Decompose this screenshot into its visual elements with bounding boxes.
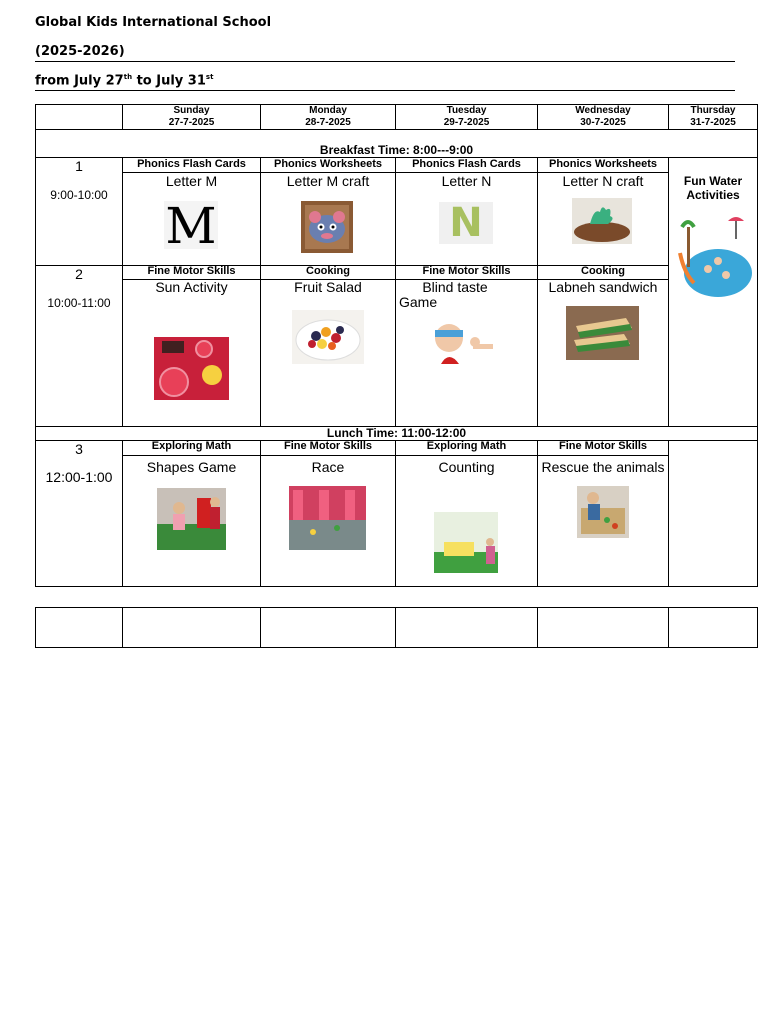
- shapes-game-image: [157, 488, 226, 550]
- race-image: [289, 486, 366, 550]
- fruit-salad-image: [292, 310, 364, 364]
- subject-label: Phonics Flash Cards: [137, 158, 246, 170]
- sun-activity-image: [154, 337, 229, 400]
- activity-label: Rescue the animals: [541, 459, 665, 475]
- day-header-wednesday: Wednesday 30-7-2025: [575, 105, 631, 128]
- period-cell: [35, 440, 123, 587]
- day-header-sunday: Sunday 27-7-2025: [168, 105, 215, 128]
- day-header-monday: Monday 28-7-2025: [305, 105, 351, 128]
- empty-cell: [260, 607, 396, 648]
- header-divider: [35, 61, 735, 62]
- subject-label: Exploring Math: [426, 440, 507, 452]
- letter-m-card: M: [165, 201, 217, 249]
- activity-label: Letter M: [165, 173, 218, 189]
- letter-n-card: N: [439, 202, 493, 244]
- subject-label: Fine Motor Skills: [147, 265, 236, 277]
- subject-label: Phonics Worksheets: [549, 158, 657, 170]
- counting-image: [434, 512, 498, 573]
- table-corner-cell: [35, 104, 123, 130]
- day-header-thursday: Thursday 31-7-2025: [690, 105, 736, 128]
- activity-label: Race: [311, 459, 345, 475]
- blind-taste-game-image: [419, 310, 500, 364]
- activity-label: Blind taste: [422, 279, 488, 295]
- period-time: 12:00-1:00: [45, 469, 113, 485]
- activity-label: Labneh sandwich: [548, 279, 658, 295]
- period-number: 1: [75, 158, 83, 174]
- subject-label: Fine Motor Skills: [422, 265, 511, 277]
- subject-label: Cooking: [581, 265, 625, 277]
- period-time: 9:00-10:00: [50, 188, 108, 202]
- day-header-tuesday: Tuesday 29-7-2025: [443, 105, 490, 128]
- subject-label: Phonics Flash Cards: [412, 158, 521, 170]
- rescue-the-animals-image: [577, 486, 629, 538]
- activity-label: Game: [399, 294, 438, 310]
- empty-cell: [35, 607, 123, 648]
- activity-label: Letter N: [441, 173, 492, 189]
- subject-label: Exploring Math: [151, 440, 232, 452]
- header-divider: [35, 90, 735, 91]
- lunch-time: Lunch Time: 11:00-12:00: [326, 426, 467, 440]
- period-number: 3: [75, 441, 83, 457]
- empty-cell: [668, 440, 758, 587]
- letter-m-craft-image: [301, 201, 353, 253]
- subject-label: Fine Motor Skills: [558, 440, 647, 452]
- breakfast-time: Breakfast Time: 8:00---9:00: [319, 143, 474, 157]
- subject-label: Cooking: [306, 265, 350, 277]
- period-number: 2: [75, 266, 83, 282]
- activity-label: Counting: [438, 459, 495, 475]
- empty-cell: [668, 607, 758, 648]
- week-range: from July 27th to July 31st: [35, 73, 214, 89]
- school-name: Global Kids International School: [35, 15, 272, 30]
- empty-cell: [395, 607, 538, 648]
- empty-cell: [122, 607, 261, 648]
- labneh-sandwich-image: [566, 306, 639, 360]
- activity-label: Sun Activity: [155, 279, 228, 295]
- subject-label: Fine Motor Skills: [283, 440, 372, 452]
- subject-label: Phonics Worksheets: [274, 158, 382, 170]
- period-time: 10:00-11:00: [47, 296, 111, 310]
- activity-label: Letter M craft: [286, 173, 370, 189]
- activity-label: Shapes Game: [146, 459, 237, 475]
- letter-n-craft-image: [572, 198, 632, 244]
- activity-label: Letter N craft: [562, 173, 644, 189]
- activity-label: Fruit Salad: [294, 279, 362, 295]
- school-year: (2025-2026): [35, 44, 125, 59]
- empty-cell: [537, 607, 669, 648]
- water-activities-image: [674, 213, 754, 303]
- thursday-activity-label: Fun Water Activities: [683, 174, 743, 202]
- period-cell: [35, 265, 123, 427]
